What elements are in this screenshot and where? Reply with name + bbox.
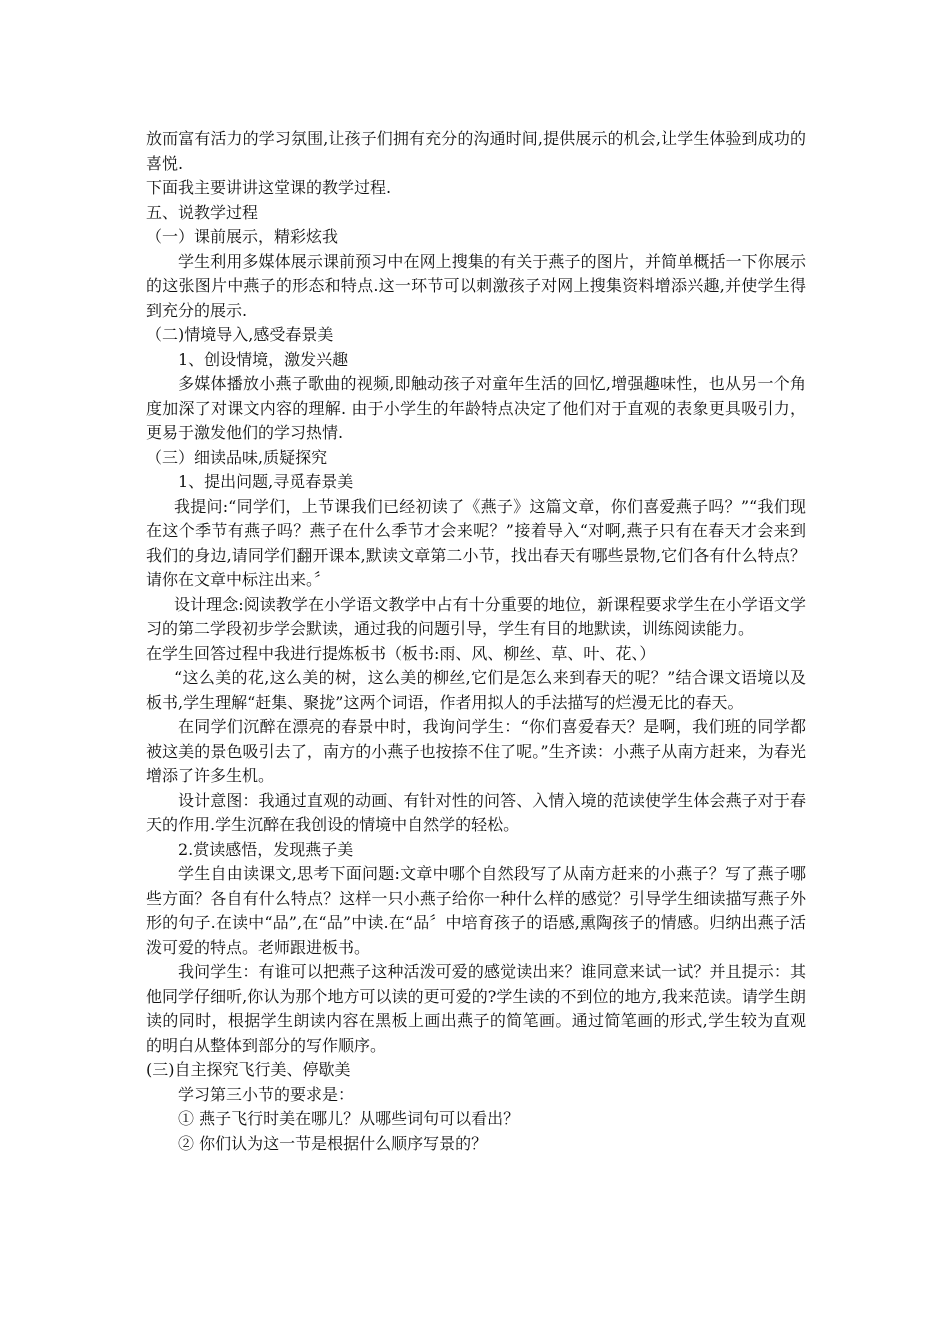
paragraph-design-concept: 设计理念:阅读教学在小学语文教学中占有十分重要的地位，新课程要求学生在小学语文学习的第二学段初步学会默读，通过我的问题引导，学生有目的地默读，训练阅读能力。 [146,594,806,638]
step-heading-ask-questions: 1、提出问题,寻觅春景美 [178,472,354,491]
subheading-3b: (三)自主探究飞行美、停歇美 [146,1060,351,1079]
paragraph-design-intent: 设计意图：我通过直观的动画、有针对性的问答、入情入境的范读使学生体会燕子对于春天的作用.学生沉醉在我创设的情境中自然学的轻松。 [146,790,806,834]
paragraph-intro-continued: 放而富有活力的学习氛围,让孩子们拥有充分的沟通时间,提供展示的机会,让学生体验到成功的喜悦. [146,129,806,173]
document-page [146,127,806,1156]
list-item-2: ② 你们认为这一节是根据什么顺序写景的？ [178,1133,488,1153]
subheading-2: （二)情境导入,感受春景美 [146,325,334,344]
paragraph-reading-aloud: 我问学生：有谁可以把燕子这种活泼可爱的感觉读出来？谁同意来试一试？并且提示：其他同学仔细听,你认为那个地方可以读的更可爱的?学生读的不到位的地方,我来范读。请学生朗读的同时，根据学生朗读内容在黑板上画出燕子的简笔画。通过简笔画的形式,学生较为直观的明白从整体到部分的写作顺序。 [146,962,806,1055]
list-item-1: ① 燕子飞行时美在哪儿？从哪些词句可以看出？ [178,1109,520,1128]
paragraph-spring-scene: “这么美的花,这么美的树，这么美的柳丝,它们是怎么来到春天的呢？”结合课文语境以及板书,学生理解“赶集、聚拢”这两个词语，作者用拟人的手法描写的烂漫无比的春天。 [146,668,806,712]
subheading-1: （一）课前展示，精彩炫我 [146,227,339,246]
paragraph-ask-students: 在同学们沉醉在漂亮的春景中时，我询问学生：“你们喜爱春天？是啊，我们班的同学都被这美的景色吸引去了，南方的小燕子也按捺不住了呢。”生齐读：小燕子从南方赶来，为春光增添了许多生机。 [146,717,806,785]
subheading-3: （三）细读品味,质疑探究 [146,447,328,467]
paragraph-requirements: 学习第三小节的要求是： [178,1084,355,1104]
paragraph-free-reading: 学生自由读课文,思考下面问题:文章中哪个自然段写了从南方赶来的小燕子？写了燕子哪些方面？各自有什么特点？这样一只小燕子给你一种什么样的感觉？引导学生细读描写燕子外形的句子.在读中“品”,在“品”中读.在“品〞中培育孩子的语感,熏陶孩子的情感。归纳出燕子活泼可爱的特点。老师跟进板书。 [146,864,806,957]
step-heading-create-situation: 1、创设情境，激发兴趣 [178,349,349,369]
section-heading-5: 五、说教学过程 [146,202,259,222]
paragraph-preview-display: 学生利用多媒体展示课前预习中在网上搜集的有关于燕子的图片，并简单概括一下你展示的这张图片中燕子的形态和特点.这一环节可以刺激孩子对网上搜集资料增添兴趣,并使学生得到充分的展示. [146,251,806,320]
paragraph-multimedia: 多媒体播放小燕子歌曲的视频,即触动孩子对童年生活的回忆,增强趣味性，也从另一个角度加深了对课文内容的理解. 由于小学生的年龄特点决定了他们对于直观的表象更具吸引力，更易于激发他们的学习热情. [146,374,806,442]
step-heading-appreciate: 2.赏读感悟，发现燕子美 [178,839,354,859]
paragraph-blackboard: 在学生回答过程中我进行提炼板书（板书:雨、风、柳丝、草、叶、花、） [146,643,656,663]
paragraph-transition: 下面我主要讲讲这堂课的教学过程. [146,178,392,197]
paragraph-questions: 我提问:“同学们，上节课我们已经初读了《燕子》这篇文章，你们喜爱燕子吗？”“我们现在这个季节有燕子吗？燕子在什么季节才会来呢？”接着导入“对啊,燕子只有在春天才会来到我们的身边,请同学们翻开课本,默读文章第二小节，找出春天有哪些景物,它们各有什么特点？请你在文章中标注出来。〞 [146,496,806,589]
